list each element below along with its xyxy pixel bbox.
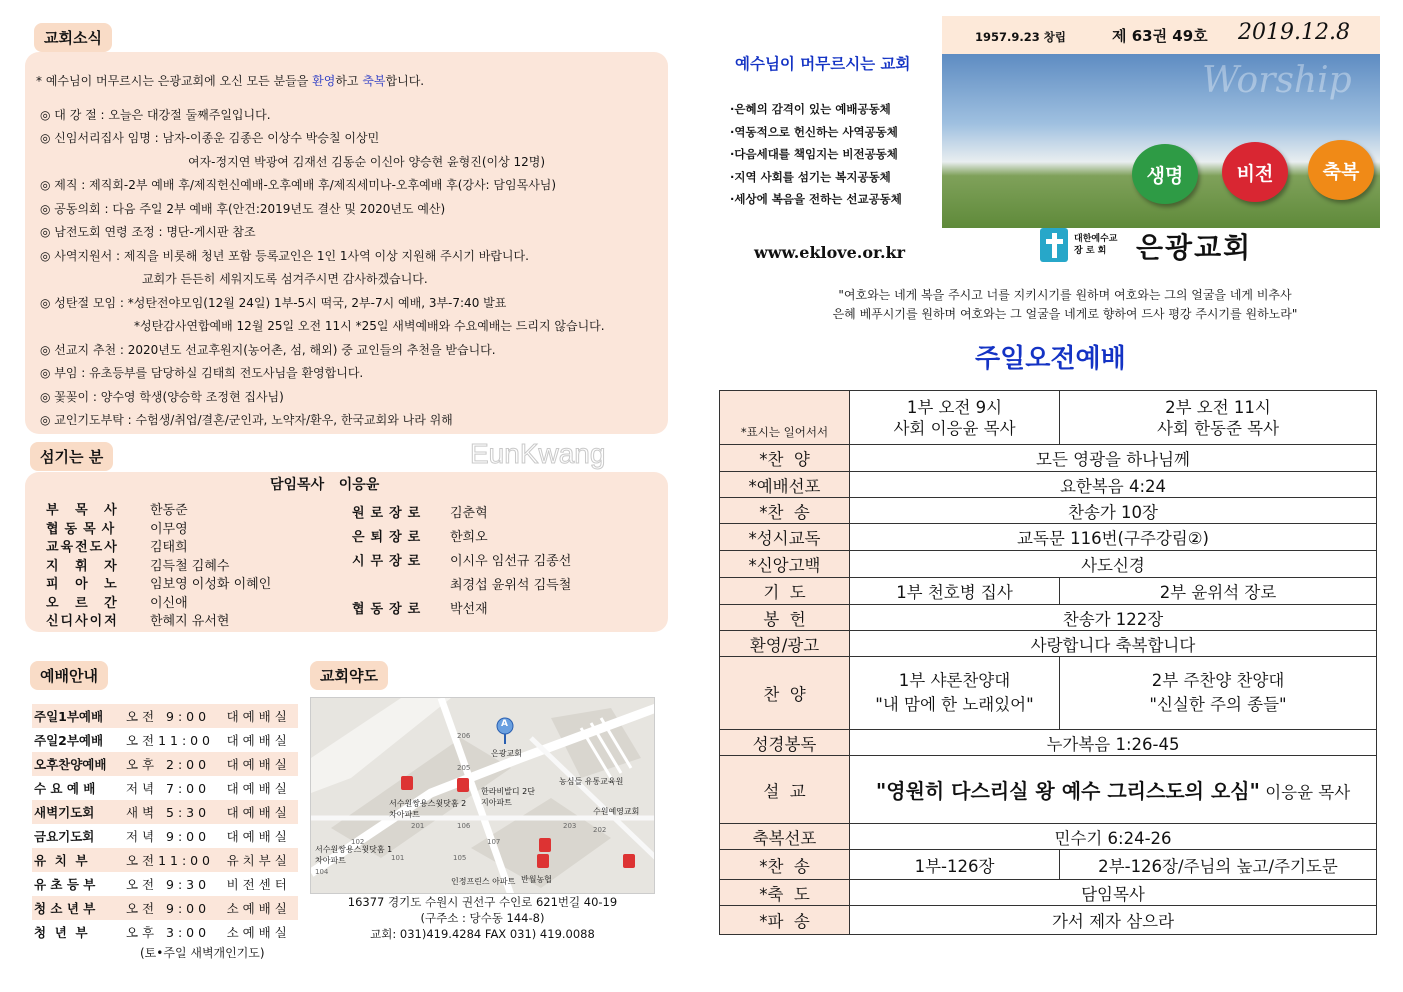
map-label: 농심들 유통교육원 [559, 777, 624, 786]
news-intro: * 예수님이 머무르시는 은광교회에 오신 모든 분들을 환영하고 축복합니다. [36, 74, 425, 88]
table-row: 청 년 부 오 후 3 : 0 0 소 예 배 실 [34, 925, 287, 940]
news-item: *성탄감사연합예배 12월 25일 오전 11시 *25일 새벽예배와 수요예배는 드리지 않습니다. [134, 319, 605, 333]
staff-right-list [352, 502, 652, 622]
table-row: *성시교독 교독문 116번(구주강림②) [720, 524, 1377, 551]
table-row: *찬 송 찬송가 10장 [720, 498, 1377, 524]
mission-item: ·다음세대를 책임지는 비전공동체 [730, 147, 898, 161]
map-label: 205 [457, 764, 471, 772]
table-row: *찬 양 모든 영광을 하나님께 [720, 445, 1377, 472]
news-item: ◎ 남전도회 연령 조정 : 명단-게시판 참조 [40, 225, 256, 239]
news-item: 교회가 든든히 세워지도록 섬겨주시면 감사하겠습니다. [142, 272, 428, 286]
table-row: 수 요 예 배 저 녁 7 : 0 0 대 예 배 실 [34, 781, 287, 796]
table-row: 유 치 부 오 전 1 1 : 0 0 유 치 부 실 [32, 848, 298, 872]
map-label: 한라비발디 2단지아파트 [481, 787, 536, 807]
news-item: ◎ 선교지 추천 : 2020년도 선교후원지(농어촌, 섬, 해외) 중 교인들의 추천을 받습니다. [40, 342, 496, 357]
map-label: 반월농협 [521, 875, 552, 884]
news-item: 여자-정지연 박광여 김재선 김동순 이신아 양승현 윤형진(이상 12명) [188, 154, 546, 169]
volume-number: 제 63권 49호 [1112, 27, 1208, 45]
sermon [850, 756, 1377, 824]
table-row: 성경봉독 누가복음 1:26-45 [720, 730, 1377, 756]
church-map [310, 697, 655, 894]
church-slogan: 예수님이 머무르시는 교회 [735, 55, 911, 73]
news-item: ◎ 교인기도부탁 : 수험생/취업/결혼/군인과, 노약자/환우, 한국교회와 나라 위해 [40, 413, 453, 427]
choir-2: 2부 주찬양 찬양대 "신실한 주의 종들" [1060, 657, 1377, 730]
staff-row: 시무장로 이시우 임선규 김종선 [352, 554, 572, 569]
circle-blessing: 축복 [1308, 140, 1374, 200]
staff-row: 피 아 노 임보영 이성화 이혜인 [46, 577, 272, 592]
map-label: 서수원쌍용스윗닷홈 2차아파트 [389, 799, 467, 819]
staff-row: 협동장로 박선재 [352, 602, 488, 617]
staff-row: 부 목 사 한동준 [46, 503, 188, 518]
service-2-header: 2부 오전 11시 사회 한동준 목사 [1060, 391, 1377, 445]
news-list [36, 70, 662, 433]
map-label: 105 [453, 854, 467, 862]
map-marker-icon: A [501, 719, 508, 729]
worship-table [32, 704, 298, 944]
stand-note: *표시는 일어서서 [720, 391, 850, 445]
staff-row: 지 휘 자 김득철 김혜수 [46, 558, 230, 574]
senior-pastor: 담임목사 이응윤 [270, 477, 380, 493]
table-row: 환영/광고 사랑합니다 축복합니다 [720, 631, 1377, 657]
news-item: ◎ 제직 : 제직회-2부 예배 후/제직헌신예배-오후예배 후/제직세미나-오후예배 후(강사: 담임목사님) [40, 178, 557, 192]
staff-row: 신디사이저 한혜지 유서현 [46, 614, 230, 629]
table-row: *축 도 담임목사 [720, 880, 1377, 906]
service-1-header: 1부 오전 9시 사회 이응윤 목사 [850, 391, 1060, 445]
address-line: (구주소 : 당수동 144-8) [420, 911, 545, 925]
table-row: 유 초 등 부 오 전 9 : 3 0 비 전 센 터 [34, 877, 287, 892]
cross-icon [1040, 228, 1068, 262]
table-row: 봉 헌 찬송가 122장 [720, 605, 1377, 631]
staff-row: 최경섭 윤위석 김득철 [450, 578, 572, 593]
table-row: *신앙고백 사도신경 [720, 551, 1377, 578]
worship-note: (토•주일 새벽개인기도) [140, 946, 265, 960]
church-logo-icon [1040, 228, 1068, 262]
mission-item: ·은혜의 감격이 있는 예배공동체 [730, 102, 891, 116]
sermon-preacher: 이응윤 목사 [1265, 783, 1351, 802]
mission-list [730, 98, 902, 211]
circle-vision: 비전 [1222, 142, 1288, 202]
map-label: 206 [457, 732, 471, 740]
map-heading: 교회약도 [310, 661, 388, 690]
service-order-table [719, 390, 1377, 935]
table-row: *예배선포 요한복음 4:24 [720, 472, 1377, 498]
bulletin-date: 2019.12.8 [1238, 20, 1350, 45]
staff-row: 은퇴장로 한희오 [352, 530, 488, 545]
table-row: 청 소 년 부 오 전 9 : 0 0 소 예 배 실 [32, 896, 298, 920]
worship-heading: 예배안내 [30, 661, 108, 690]
news-item: ◎ 사역지원서 : 제직을 비롯해 청년 포함 등록교인은 1인 1사역 이상 지원해 주시기 바랍니다. [40, 248, 529, 263]
address-line: 16377 경기도 수원시 권선구 수인로 621번길 40-19 [347, 895, 618, 909]
table-row: 찬 양 1부 샤론찬양대 "내 맘에 한 노래있어" 2부 주찬양 찬양대 "신실한 주의 종들" [720, 657, 1377, 730]
news-item: ◎ 꽃꽂이 : 양수영 학생(양승학 조정현 집사님) [40, 389, 284, 404]
map-label: 101 [391, 854, 405, 862]
map-label: 인정프린스 아파트 [451, 877, 516, 886]
website-url[interactable]: www.eklove.or.kr [754, 243, 906, 262]
mission-item: ·역동적으로 헌신하는 사역공동체 [730, 124, 898, 139]
staff-row: 협동목사 이무영 [46, 521, 188, 537]
circle-life: 생명 [1132, 144, 1198, 204]
map-label: 203 [563, 822, 577, 830]
mission-item: ·지역 사회를 섬기는 복지공동체 [730, 169, 891, 184]
map-label: 서수원쌍용스윗닷홈 1차아파트 [315, 845, 393, 865]
map-label: 104 [315, 868, 329, 876]
founded-date: 1957.9.23 창립 [975, 30, 1066, 44]
address-line: 교회: 031)419.4284 FAX 031) 419.0088 [370, 927, 595, 941]
staff-row: 원로장로 김춘혁 [352, 506, 488, 521]
map-label: 201 [411, 822, 425, 830]
table-row: 주일1부예배 오 전 9 : 0 0 대 예 배 실 [32, 704, 298, 728]
map-label: 202 [593, 826, 607, 834]
banner-image [942, 16, 1380, 228]
service-title: 주일오전예배 [975, 344, 1126, 374]
sermon-title: "영원히 다스리실 왕 예수 그리스도의 오심" [875, 779, 1260, 803]
denomination: 대한예수교 장 로 회 [1074, 234, 1118, 256]
table-row: 설 교 "영원히 다스리실 왕 예수 그리스도의 오심" 이응윤 목사 [720, 756, 1377, 824]
table-row: 오후찬양예배 오 후 2 : 0 0 대 예 배 실 [32, 752, 298, 776]
table-row [720, 391, 1377, 445]
news-item: ◎ 성탄절 모임 : *성탄전야모임(12월 24일) 1부-5시 떡국, 2부-7시 예배, 3부-7:40 발표 [40, 295, 507, 310]
news-item: ◎ 신임서리집사 임명 : 남자-이종운 김종은 이상수 박승칠 이상민 [40, 131, 380, 145]
mission-item: ·세상에 복음을 전하는 선교공동체 [730, 192, 902, 206]
table-row: 축복선포 민수기 6:24-26 [720, 824, 1377, 850]
table-row: 주일2부예배 오 전 1 1 : 0 0 대 예 배 실 [34, 733, 287, 748]
table-row: *파 송 가서 제자 삼으라 [720, 906, 1377, 935]
scripture-verse: "여호와는 네게 복을 주시고 너를 지키시기를 원하며 여호와는 그의 얼굴을 네게 비추사 은혜 베푸시기를 원하며 여호와는 그 얼굴을 네게로 향하여 드사 평강 주시기를 원하노라" [832, 288, 1298, 321]
news-item: ◎ 대 강 절 : 오늘은 대강절 둘째주일입니다. [40, 107, 271, 122]
news-item: ◎ 부임 : 유초등부를 담당하실 김태희 전도사님을 환영합니다. [40, 366, 364, 380]
staff-left-list [46, 502, 336, 632]
staff-heading: 섬기는 분 [30, 442, 113, 471]
map-label: 102 [351, 838, 365, 846]
choir-1: 1부 샤론찬양대 "내 맘에 한 노래있어" [850, 657, 1060, 730]
map-label: 은광교회 [491, 749, 522, 758]
map-label: 107 [487, 838, 501, 846]
table-row: *찬 송 1부-126장 2부-126장/주님의 높고/주기도문 [720, 850, 1377, 880]
table-row: 기 도 1부 천호병 집사 2부 윤위석 장로 [720, 578, 1377, 605]
address-block [310, 894, 655, 942]
staff-row: 교육전도사 김태희 [46, 540, 188, 555]
map-label: 수원예영교회 [593, 807, 640, 816]
table-row: 새벽기도회 새 벽 5 : 3 0 대 예 배 실 [32, 800, 298, 824]
church-name: 은광교회 [1136, 231, 1253, 264]
banner-word: Worship [1202, 60, 1352, 101]
news-item: ◎ 공동의회 : 다음 주일 2부 예배 후(안건:2019년도 결산 및 2020년도 예산) [40, 201, 446, 216]
staff-row: 오 르 간 이신애 [46, 595, 188, 611]
news-heading: 교회소식 [34, 23, 112, 52]
map-label: 106 [457, 822, 471, 830]
watermark-text: EunKwang [470, 438, 606, 469]
table-row: 금요기도회 저 녁 9 : 0 0 대 예 배 실 [34, 829, 287, 844]
